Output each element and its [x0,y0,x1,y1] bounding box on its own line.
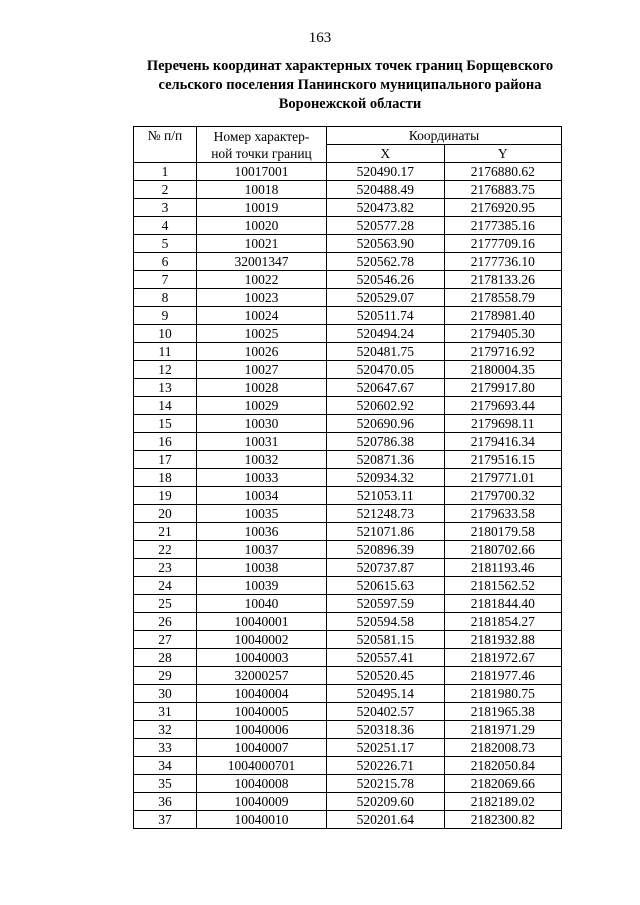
y-coordinate-cell: 2179917.80 [444,379,562,397]
y-coordinate-cell: 2177709.16 [444,235,562,253]
point-number-cell: 10040009 [197,793,327,811]
x-coordinate-cell: 520581.15 [327,631,445,649]
header-number: № п/п [134,127,197,163]
row-number-cell: 10 [134,325,197,343]
row-number-cell: 3 [134,199,197,217]
x-coordinate-cell: 520563.90 [327,235,445,253]
y-coordinate-cell: 2178558.79 [444,289,562,307]
y-coordinate-cell: 2179416.34 [444,433,562,451]
x-coordinate-cell: 520226.71 [327,757,445,775]
point-number-cell: 10038 [197,559,327,577]
x-coordinate-cell: 520786.38 [327,433,445,451]
row-number-cell: 20 [134,505,197,523]
table-row [134,505,562,523]
row-number-cell: 29 [134,667,197,685]
row-number-cell: 36 [134,793,197,811]
x-coordinate-cell: 520402.57 [327,703,445,721]
point-number-cell: 10028 [197,379,327,397]
row-number-cell: 25 [134,595,197,613]
table-body [134,163,562,829]
y-coordinate-cell: 2180004.35 [444,361,562,379]
point-number-cell: 32001347 [197,253,327,271]
point-number-cell: 10035 [197,505,327,523]
point-number-cell: 10040005 [197,703,327,721]
row-number-cell: 30 [134,685,197,703]
header-point-line: ной точки границ [211,145,312,161]
x-coordinate-cell: 521248.73 [327,505,445,523]
x-coordinate-cell: 520215.78 [327,775,445,793]
table-row [134,631,562,649]
table-row [134,757,562,775]
header-point-number [197,127,327,163]
table-row [134,469,562,487]
row-number-cell: 27 [134,631,197,649]
y-coordinate-cell: 2181977.46 [444,667,562,685]
header-point-line: Номер характер- [213,128,310,144]
row-number-cell: 8 [134,289,197,307]
point-number-cell: 10040006 [197,721,327,739]
table-row [134,451,562,469]
x-coordinate-cell: 520529.07 [327,289,445,307]
point-number-cell: 10040008 [197,775,327,793]
row-number-cell: 23 [134,559,197,577]
coordinates-table [133,126,562,829]
table-row [134,415,562,433]
y-coordinate-cell: 2178133.26 [444,271,562,289]
header-x: X [327,145,445,163]
table-row [134,613,562,631]
y-coordinate-cell: 2176883.75 [444,181,562,199]
table-row [134,325,562,343]
table-row [134,577,562,595]
x-coordinate-cell: 520647.67 [327,379,445,397]
point-number-cell: 10040001 [197,613,327,631]
row-number-cell: 1 [134,163,197,181]
x-coordinate-cell: 520690.96 [327,415,445,433]
table-row [134,703,562,721]
x-coordinate-cell: 520481.75 [327,343,445,361]
y-coordinate-cell: 2176920.95 [444,199,562,217]
point-number-cell: 10040010 [197,811,327,829]
table-row [134,253,562,271]
row-number-cell: 18 [134,469,197,487]
point-number-cell: 10029 [197,397,327,415]
table-row [134,811,562,829]
y-coordinate-cell: 2181193.46 [444,559,562,577]
point-number-cell: 10031 [197,433,327,451]
y-coordinate-cell: 2182050.84 [444,757,562,775]
point-number-cell: 10030 [197,415,327,433]
y-coordinate-cell: 2182300.82 [444,811,562,829]
point-number-cell: 32000257 [197,667,327,685]
y-coordinate-cell: 2182069.66 [444,775,562,793]
table-row [134,307,562,325]
point-number-cell: 10019 [197,199,327,217]
table-row [134,181,562,199]
row-number-cell: 11 [134,343,197,361]
row-number-cell: 34 [134,757,197,775]
row-number-cell: 4 [134,217,197,235]
table-row [134,685,562,703]
point-number-cell: 10040 [197,595,327,613]
row-number-cell: 33 [134,739,197,757]
x-coordinate-cell: 520615.63 [327,577,445,595]
table-row [134,793,562,811]
x-coordinate-cell: 520934.32 [327,469,445,487]
y-coordinate-cell: 2176880.62 [444,163,562,181]
y-coordinate-cell: 2179516.15 [444,451,562,469]
row-number-cell: 22 [134,541,197,559]
point-number-cell: 10040003 [197,649,327,667]
point-number-cell: 10027 [197,361,327,379]
row-number-cell: 12 [134,361,197,379]
row-number-cell: 24 [134,577,197,595]
x-coordinate-cell: 520209.60 [327,793,445,811]
x-coordinate-cell: 520737.87 [327,559,445,577]
point-number-cell: 10036 [197,523,327,541]
document-title [100,57,600,114]
x-coordinate-cell: 520488.49 [327,181,445,199]
row-number-cell: 19 [134,487,197,505]
x-coordinate-cell: 521053.11 [327,487,445,505]
row-number-cell: 16 [134,433,197,451]
row-number-cell: 32 [134,721,197,739]
row-number-cell: 35 [134,775,197,793]
point-number-cell: 10018 [197,181,327,199]
y-coordinate-cell: 2180179.58 [444,523,562,541]
title-line: Воронежской области [278,96,422,112]
point-number-cell: 10026 [197,343,327,361]
row-number-cell: 31 [134,703,197,721]
y-coordinate-cell: 2181971.29 [444,721,562,739]
point-number-cell: 10017001 [197,163,327,181]
point-number-cell: 10040007 [197,739,327,757]
y-coordinate-cell: 2181932.88 [444,631,562,649]
y-coordinate-cell: 2180702.66 [444,541,562,559]
y-coordinate-cell: 2177385.16 [444,217,562,235]
x-coordinate-cell: 520602.92 [327,397,445,415]
y-coordinate-cell: 2179771.01 [444,469,562,487]
table-header [134,127,562,163]
y-coordinate-cell: 2178981.40 [444,307,562,325]
row-number-cell: 17 [134,451,197,469]
table-row [134,775,562,793]
x-coordinate-cell: 520520.45 [327,667,445,685]
table-row [134,541,562,559]
title-line: сельского поселения Панинского муниципального района [158,77,542,93]
point-number-cell: 10040002 [197,631,327,649]
x-coordinate-cell: 520470.05 [327,361,445,379]
x-coordinate-cell: 521071.86 [327,523,445,541]
point-number-cell: 10020 [197,217,327,235]
y-coordinate-cell: 2179405.30 [444,325,562,343]
table-row [134,289,562,307]
y-coordinate-cell: 2177736.10 [444,253,562,271]
point-number-cell: 10023 [197,289,327,307]
point-number-cell: 10032 [197,451,327,469]
x-coordinate-cell: 520318.36 [327,721,445,739]
table-row [134,739,562,757]
x-coordinate-cell: 520871.36 [327,451,445,469]
table-row [134,523,562,541]
point-number-cell: 10040004 [197,685,327,703]
row-number-cell: 9 [134,307,197,325]
table-row [134,649,562,667]
table-row [134,163,562,181]
y-coordinate-cell: 2179700.32 [444,487,562,505]
row-number-cell: 15 [134,415,197,433]
row-number-cell: 21 [134,523,197,541]
point-number-cell: 10039 [197,577,327,595]
table-row [134,397,562,415]
y-coordinate-cell: 2179698.11 [444,415,562,433]
row-number-cell: 26 [134,613,197,631]
row-number-cell: 14 [134,397,197,415]
page-number: 163 [308,30,332,46]
table-row [134,235,562,253]
y-coordinate-cell: 2181562.52 [444,577,562,595]
table-row [134,667,562,685]
x-coordinate-cell: 520251.17 [327,739,445,757]
header-coordinates: Координаты [327,127,562,145]
x-coordinate-cell: 520577.28 [327,217,445,235]
table-row [134,487,562,505]
x-coordinate-cell: 520597.59 [327,595,445,613]
title-line: Перечень координат характерных точек границ Борщевского [146,58,554,74]
row-number-cell: 37 [134,811,197,829]
point-number-cell: 10037 [197,541,327,559]
x-coordinate-cell: 520594.58 [327,613,445,631]
y-coordinate-cell: 2181980.75 [444,685,562,703]
x-coordinate-cell: 520495.14 [327,685,445,703]
y-coordinate-cell: 2182189.02 [444,793,562,811]
table-row [134,217,562,235]
x-coordinate-cell: 520490.17 [327,163,445,181]
row-number-cell: 2 [134,181,197,199]
row-number-cell: 28 [134,649,197,667]
y-coordinate-cell: 2179633.58 [444,505,562,523]
point-number-cell: 10034 [197,487,327,505]
y-coordinate-cell: 2182008.73 [444,739,562,757]
x-coordinate-cell: 520473.82 [327,199,445,217]
header-y: Y [444,145,562,163]
y-coordinate-cell: 2181844.40 [444,595,562,613]
table-row [134,559,562,577]
table-row [134,379,562,397]
y-coordinate-cell: 2179716.92 [444,343,562,361]
table-row [134,595,562,613]
row-number-cell: 5 [134,235,197,253]
table-row [134,361,562,379]
x-coordinate-cell: 520511.74 [327,307,445,325]
table-row [134,199,562,217]
point-number-cell: 1004000701 [197,757,327,775]
x-coordinate-cell: 520896.39 [327,541,445,559]
point-number-cell: 10024 [197,307,327,325]
x-coordinate-cell: 520201.64 [327,811,445,829]
y-coordinate-cell: 2181854.27 [444,613,562,631]
point-number-cell: 10021 [197,235,327,253]
point-number-cell: 10033 [197,469,327,487]
y-coordinate-cell: 2181965.38 [444,703,562,721]
row-number-cell: 7 [134,271,197,289]
table-row [134,721,562,739]
table-row [134,271,562,289]
x-coordinate-cell: 520562.78 [327,253,445,271]
table-row [134,433,562,451]
x-coordinate-cell: 520546.26 [327,271,445,289]
y-coordinate-cell: 2181972.67 [444,649,562,667]
row-number-cell: 13 [134,379,197,397]
y-coordinate-cell: 2179693.44 [444,397,562,415]
point-number-cell: 10025 [197,325,327,343]
row-number-cell: 6 [134,253,197,271]
x-coordinate-cell: 520557.41 [327,649,445,667]
point-number-cell: 10022 [197,271,327,289]
x-coordinate-cell: 520494.24 [327,325,445,343]
table-row [134,343,562,361]
